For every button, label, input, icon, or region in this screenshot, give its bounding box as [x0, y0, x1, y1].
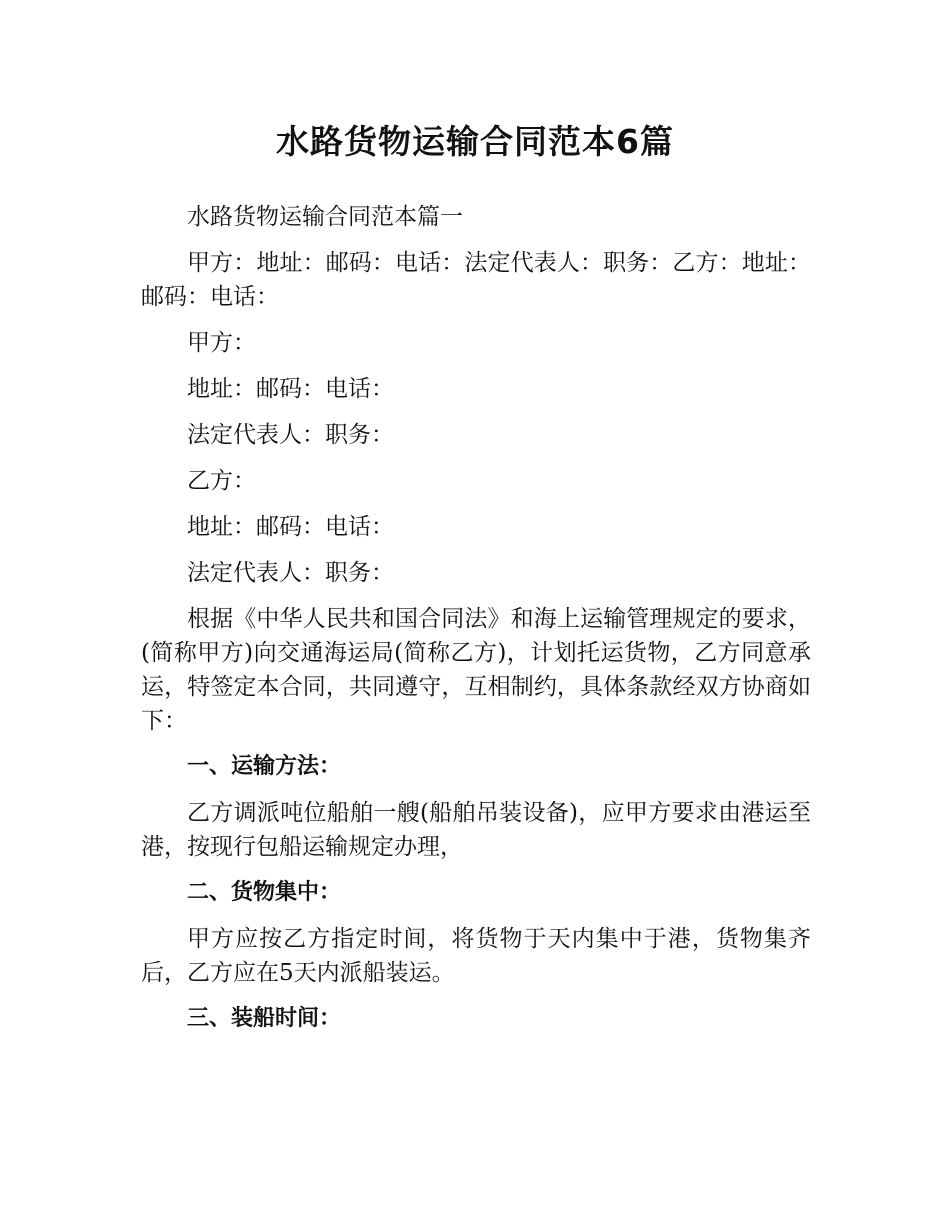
paragraph-party-b-representative: 法定代表人：职务：	[187, 560, 394, 586]
document-title: 水路货物运输合同范本6篇	[276, 122, 674, 161]
paragraph-party-b: 乙方：	[187, 468, 256, 494]
paragraph-party-a: 甲方：	[187, 330, 256, 356]
paragraph-section-label: 水路货物运输合同范本篇一	[187, 204, 463, 230]
section-heading-transport-method: 一、运输方法：	[187, 754, 342, 779]
paragraph-contract-basis: 根据《中华人民共和国合同法》和海上运输管理规定的要求，(简称甲方)向交通海运局(简称乙方)，计划托运货物，乙方同意承运，特签定本合同，共同遵守，互相制约，具体条款经双方协商如下：	[141, 606, 811, 734]
paragraph-party-a-representative: 法定代表人：职务：	[187, 422, 394, 448]
document-body	[141, 200, 811, 1048]
section-heading-cargo-collection: 二、货物集中：	[187, 880, 342, 905]
paragraph-party-summary: 甲方：地址：邮码：电话：法定代表人：职务：乙方：地址：邮码：电话：	[141, 250, 811, 310]
paragraph-party-b-address: 地址：邮码：电话：	[187, 514, 394, 540]
section-text-cargo-collection: 甲方应按乙方指定时间，将货物于天内集中于港，货物集齐后，乙方应在5天内派船装运。	[141, 926, 811, 986]
paragraph-party-a-address: 地址：邮码：电话：	[187, 376, 394, 402]
section-text-transport-method: 乙方调派吨位船舶一艘(船舶吊装设备)，应甲方要求由港运至港，按现行包船运输规定办理，	[141, 800, 811, 860]
section-heading-loading-time: 三、装船时间：	[187, 1006, 342, 1031]
